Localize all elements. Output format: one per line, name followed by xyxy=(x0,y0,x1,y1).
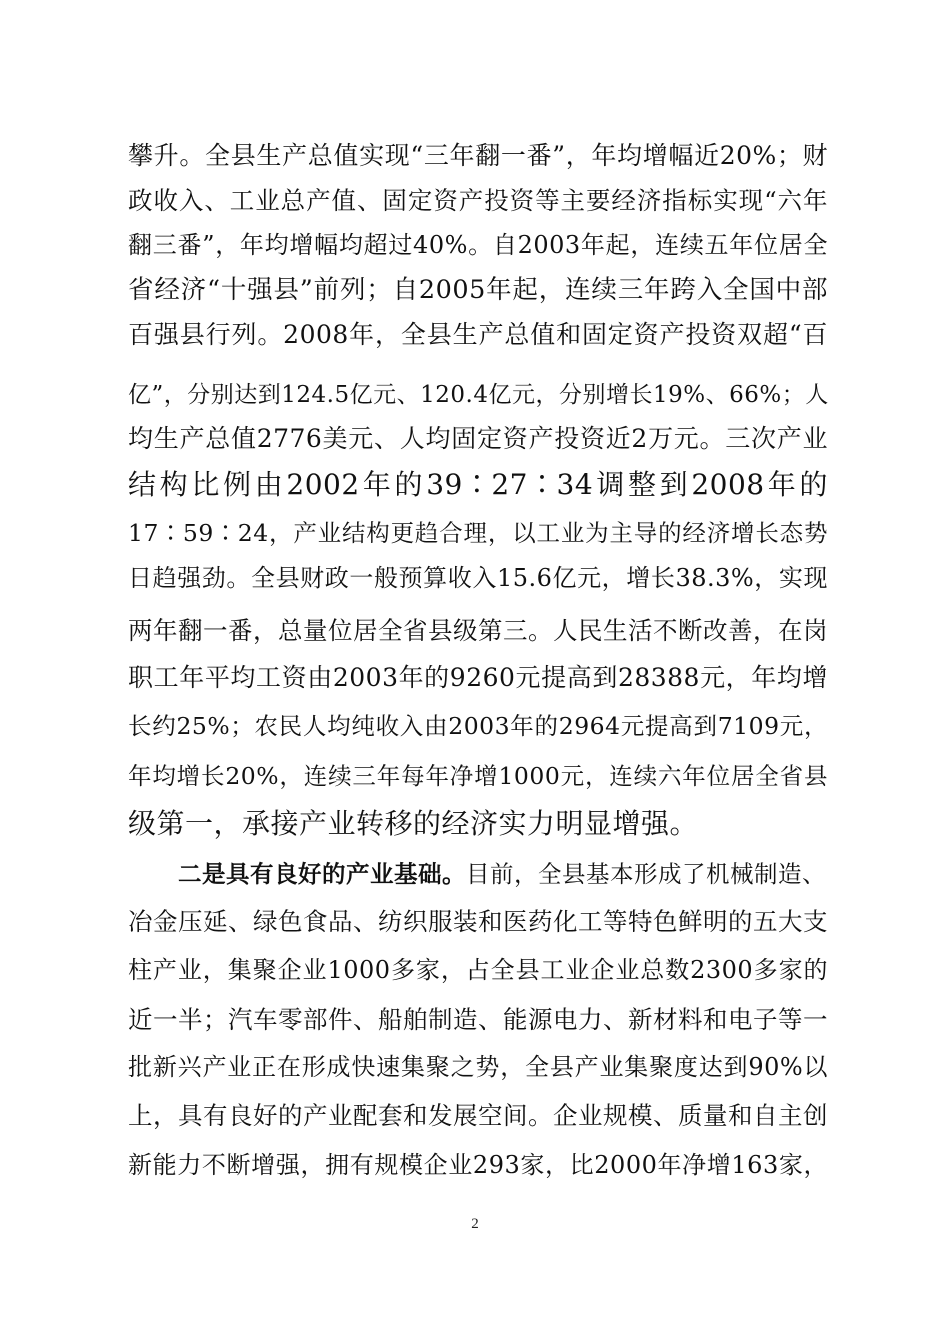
paragraph-heading: 二是具有良好的产业基础。 xyxy=(178,860,466,888)
body-line: 两年翻一番，总量位居全省县级第三。人民生活不断改善，在岗 xyxy=(128,616,828,645)
body-line: 职工年平均工资由2003年的9260元提高到28388元，年均增 xyxy=(128,663,828,692)
body-line: 日趋强劲。全县财政一般预算收入15.6亿元，增长38.3%，实现 xyxy=(128,564,828,592)
body-line: 冶金压延、绿色食品、纺织服装和医药化工等特色鲜明的五大支 xyxy=(128,907,828,936)
body-line: 政收入、工业总产值、固定资产投资等主要经济指标实现“六年 xyxy=(128,186,828,215)
paragraph-first-line xyxy=(178,854,838,894)
body-line: 级第一，承接产业转移的经济实力明显增强。 xyxy=(128,807,699,840)
body-line: 亿”，分别达到124.5亿元、120.4亿元，分别增长19%、66%；人 xyxy=(128,382,829,408)
body-line: 新能力不断增强，拥有规模企业293家，比2000年净增163家， xyxy=(128,1151,828,1179)
body-line: 柱产业，集聚企业1000多家，占全县工业企业总数2300多家的 xyxy=(128,956,828,984)
body-line: 17∶59∶24，产业结构更趋合理，以工业为主导的经济增长态势 xyxy=(128,519,828,547)
body-line: 近一半；汽车零部件、船舶制造、能源电力、新材料和电子等一 xyxy=(128,1005,828,1034)
body-line: 百强县行列。2008年，全县生产总值和固定资产投资双超“百 xyxy=(128,320,828,349)
body-line: 结构比例由2002年的39∶27∶34调整到2008年的 xyxy=(128,468,828,501)
body-line: 省经济“十强县”前列；自2005年起，连续三年跨入全国中部 xyxy=(128,275,828,305)
page-number: 2 xyxy=(471,1216,479,1232)
body-line: 均生产总值2776美元、人均固定资产投资近2万元。三次产业 xyxy=(128,424,828,453)
body-line: 年均增长20%，连续三年每年净增1000元，连续六年位居全省县 xyxy=(128,762,828,790)
body-line: 上，具有良好的产业配套和发展空间。企业规模、质量和自主创 xyxy=(128,1101,828,1130)
body-line: 长约25%；农民人均纯收入由2003年的2964元提高到7109元， xyxy=(128,712,828,740)
body-line: 批新兴产业正在形成快速集聚之势，全县产业集聚度达到90%以 xyxy=(128,1053,828,1081)
body-line: 翻三番”，年均增幅均超过40%。自2003年起，连续五年位居全 xyxy=(128,231,828,259)
body-line: 攀升。全县生产总值实现“三年翻一番”，年均增幅近20%；财 xyxy=(128,141,828,170)
paragraph-first-rest: 目前，全县基本形成了机械制造、 xyxy=(466,860,826,888)
